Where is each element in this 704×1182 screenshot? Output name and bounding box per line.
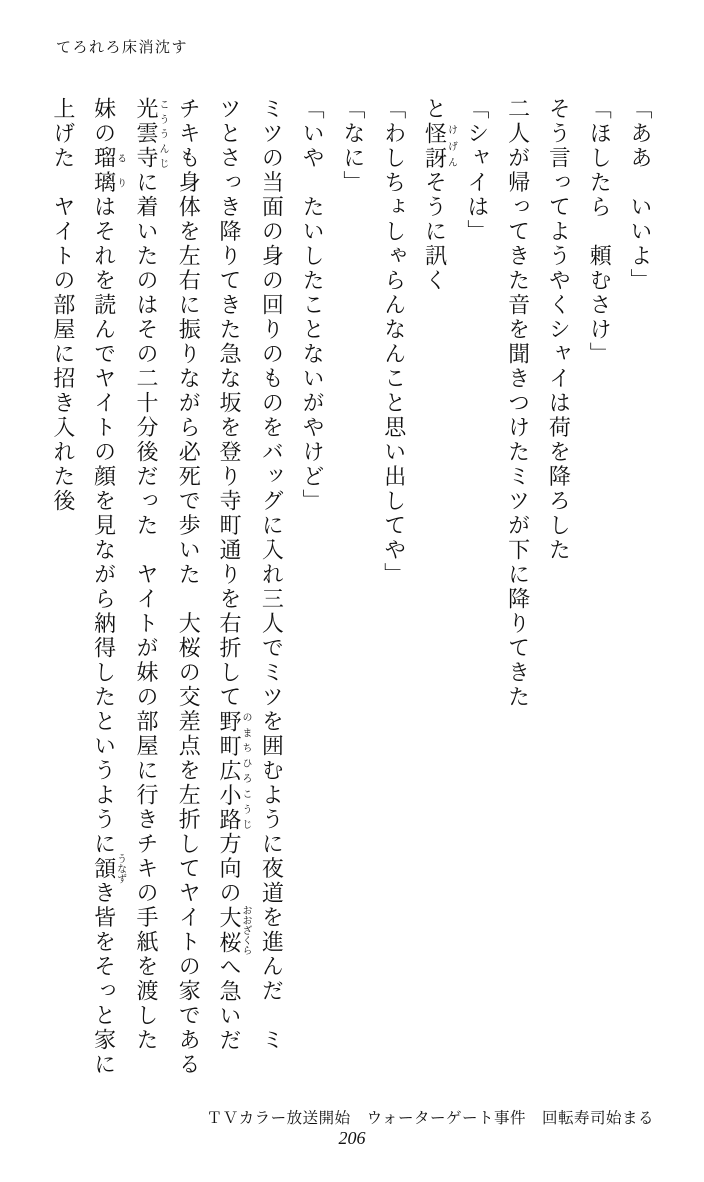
- running-title: てろれろ床消沈す: [56, 40, 189, 56]
- text-column: 「わしちょしゃらんなんこと思い出してや」: [381, 97, 407, 587]
- text-column: ツとさっき降りてきた急な坂を登り寺町通りを右折して野町広小路のまちひろこうじ方向の大桜おおざくらへ急いだ: [217, 97, 252, 1053]
- furigana-ruby: 光雲寺こううんじ: [133, 97, 168, 171]
- text-column: 「シャイは」: [464, 97, 490, 244]
- text-column: 「ほしたら 頼むさけ」: [587, 97, 613, 367]
- furigana-ruby: 怪訝けげん: [422, 121, 457, 171]
- text-column: 妹の瑠璃るりはそれを読んでヤイトの顔を見ながら納得したというように頷うなずき皆をそっと家に: [91, 97, 126, 1077]
- text-column: 上げた ヤイトの部屋に招き入れた後: [50, 97, 76, 514]
- text-column: ミツの当面の身の回りのものをバッグに入れ三人でミツを囲むように夜道を進んだ ミ: [259, 97, 285, 1053]
- text-column: 二人が帰ってきた音を聞きつけたミツが下に降りてきた: [505, 97, 531, 710]
- text-column: と怪訝けげんそうに訊く: [422, 97, 457, 293]
- text-column: 「なに」: [340, 97, 366, 195]
- text-column: そう言ってようやくシャイは荷を降ろした: [546, 97, 572, 563]
- furigana-ruby: 頷うなず: [91, 853, 126, 884]
- page-number: 206: [338, 1128, 366, 1148]
- furigana-ruby: 大桜おおざくら: [217, 905, 252, 956]
- text-column: 「ああ いいよ」: [628, 97, 653, 293]
- text-column: 光雲寺こううんじに着いたのはその二十分後だった ヤイトが妹の部屋に行きチキの手紙を渡した: [133, 97, 168, 1053]
- text-column: 「いや たいしたことないがやけど」: [300, 97, 326, 514]
- furigana-ruby: 瑠璃るり: [91, 146, 126, 195]
- text-block: [42, 97, 660, 1097]
- furigana-ruby: 野町広小路のまちひろこうじ: [217, 709, 252, 832]
- text-column: チキも身体を左右に振りながら必死で歩いた 大桜の交差点を左折してヤイトの家である: [176, 97, 202, 1077]
- footer-timeline: ＴＶカラー放送開始 ウォーターゲート事件 回転寿司始まる: [206, 1110, 654, 1127]
